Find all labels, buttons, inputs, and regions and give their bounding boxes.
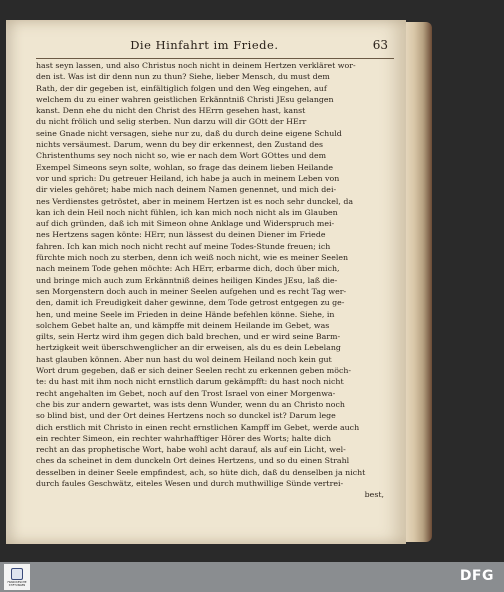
page-number: 63 [372, 38, 388, 52]
body-text [36, 60, 388, 501]
text-line: Rath, der dir gegeben ist, einfältiglich folgen und den Weg eingehen, auf [36, 83, 327, 93]
running-title: Die Hinfahrt im Friede. [130, 38, 279, 52]
text-line: nach meinem Tode gehen möchte: Ach HErr, erbarme dich, doch über mich, [36, 264, 340, 274]
text-line: nes Verdienstes getröstet, aber in meinem Hertzen ist es noch sehr dunckel, da [36, 196, 354, 206]
text-line: Wort drum gegeben, daß er sich deiner Seelen recht zu erkennen geben möch- [36, 366, 352, 376]
text-line: hertzigkeit weit überschwenglicher an dir erweisen, als du es dein Lebelang [36, 343, 341, 353]
text-line: desselben in deiner Seele empfindest, ach, so hüte dich, daß du denselben ja nicht [36, 467, 366, 477]
text-line: den ist. Was ist dir denn nun zu thun? Siehe, lieber Mensch, du must dem [36, 72, 330, 82]
text-line: dir vieles gehöret; habe mich nach deinem Namen genennet, und mich dei- [36, 185, 337, 195]
institution-logo[interactable] [4, 564, 30, 590]
catchword: best, [364, 490, 384, 500]
text-line: durch faules Geschwätz, eiteles Wesen und durch muthwillige Sünde vertrei- [36, 478, 344, 488]
emblem-icon [11, 568, 23, 580]
dfg-logo[interactable]: DFG [459, 568, 494, 584]
text-line: fahren. Ich kan mich noch nicht recht auf meine Todes-Stunde freuen; ich [36, 241, 331, 251]
text-line: vor und sprich: Du getreuer Heiland, ich habe ja auch in meinem Leben von [36, 173, 340, 183]
text-line: seine Gnade nicht versagen, siehe nur zu, daß du durch deine eigene Schuld [36, 128, 342, 138]
text-line: gilts, sein Hertz wird ihm gegen dich bald brechen, und er wird seine Barm- [36, 332, 341, 342]
text-line: hast seyn lassen, und also Christus noch nicht in deinem Hertzen verkläret wor- [36, 61, 356, 70]
text-line: nichts versäumest. Darum, wenn du bey dir erkennest, den Zustand des [36, 140, 324, 150]
text-line: welchem du zu einer wahren geistlichen Erkänntniß Christi JEsu gelangen [36, 94, 334, 104]
text-line: nes Hertzens sagen könte: HErr, nun lässest du deinen Diener im Friede [36, 230, 326, 240]
text-line: fürchte mich noch zu sterben, denn ich weiß noch nicht, wie es meiner Seelen [36, 253, 349, 263]
text-line: te: du hast mit ihm noch nicht ernstlich darum gekämpfft: du hast noch nicht [36, 377, 344, 387]
text-line: Exempel Simeons seyn solte, wohlan, so frage das deinem lieben Heilande [36, 162, 334, 172]
running-head [36, 38, 394, 59]
footer-bar [0, 562, 504, 592]
text-line: ches da scheinet in dem dunckeln Ort deines Hertzens, und so du einen Strahl [36, 456, 350, 466]
text-line: und bringe mich auch zum Erkänntniß deines heiligen Kindes JEsu, laß die- [36, 275, 338, 285]
text-line: recht an das prophetische Wort, habe wohl acht darauf, als auf ein Licht, wel- [36, 445, 346, 455]
text-line: den, damit ich Freudigkeit daher gewinne, dem Tode getrost entgegen zu ge- [36, 298, 345, 308]
text-line: Christenthums sey noch nicht so, wie er nach dem Wort GOttes und dem [36, 151, 327, 161]
text-line: sen Morgenstern doch auch in meiner Seelen aufgehen und es recht Tag wer- [36, 286, 347, 296]
text-line: recht angehalten im Gebet, noch auf den Trost Israel von einer Morgenwa- [36, 388, 336, 398]
book-page [6, 20, 406, 544]
text-line: ein rechter Simeon, ein rechter wahrhafftiger Hörer des Worts; halte dich [36, 433, 332, 443]
text-line: kanst. Denn ehe du nicht den Christ des HErrn gesehen hast, kanst [36, 106, 306, 116]
text-line: auf dich gründen, daß ich mit Simeon ohne Anklage und Widerspruch mei- [36, 219, 335, 229]
logo-text: FRANCKESCHE STIFTUNGEN [7, 580, 27, 587]
text-line: du nicht frölich und selig sterben. Nun darzu will dir GOtt der HErr [36, 117, 307, 127]
text-line: hen, und meine Seele im Frieden in deine Hände befehlen könne. Siehe, in [36, 309, 335, 319]
text-line: dich erstlich mit Christo in einen recht ernstlichen Kampff im Gebet, werde auch [36, 422, 360, 432]
text-line: so blind bist, und der Ort deines Hertzens noch so dunckel ist? Darum lege [36, 411, 336, 421]
book-page-edges [402, 22, 432, 542]
text-line: che bis zur andern gewartet, was ists denn Wunder, wenn du an Christo noch [36, 399, 345, 409]
text-line: solchem Gebet halte an, und kämpffe mit deinem Heilande im Gebet, was [36, 320, 330, 330]
text-line: hast glauben können. Aber nun hast du wol deinem Heiland noch kein gut [36, 354, 332, 364]
text-line: kan ich dein Heil noch nicht fühlen, ich kan mich noch nicht als im Glauben [36, 207, 338, 217]
